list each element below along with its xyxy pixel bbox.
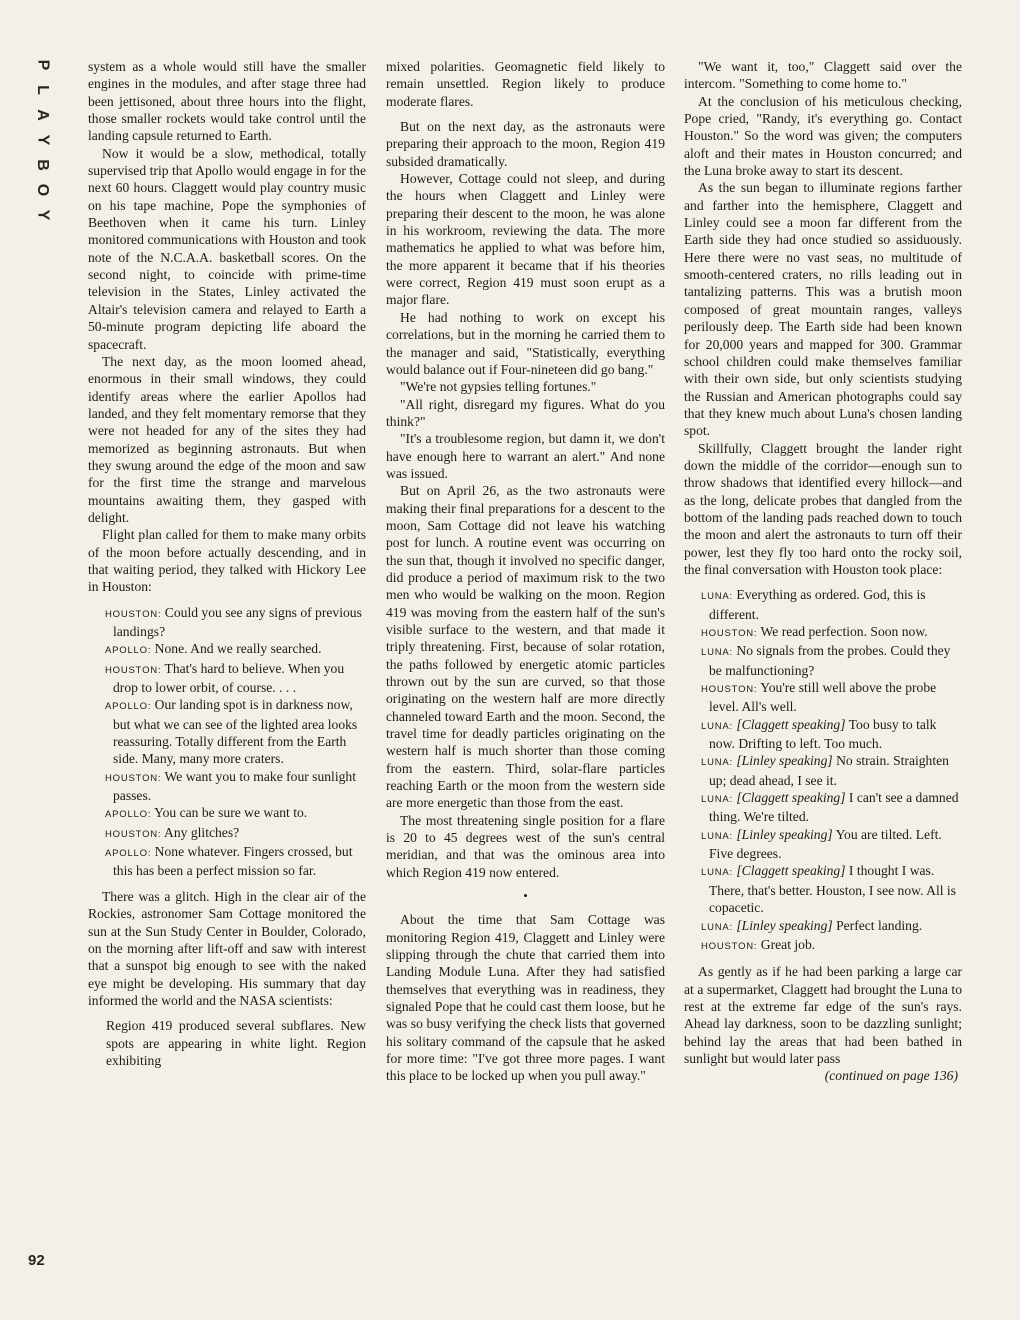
continued-note[interactable]: (continued on page 136) bbox=[824, 1068, 958, 1084]
speaker-label: APOLLO: bbox=[105, 809, 152, 821]
speaker-label: HOUSTON: bbox=[105, 608, 162, 620]
dialogue-text: None whatever. Fingers crossed, but this has been a perfect mission so far. bbox=[113, 844, 353, 879]
speaker-label: HOUSTON: bbox=[701, 940, 758, 952]
dialogue-text: Too busy to talk now. Drifting to left. Too much. bbox=[709, 716, 937, 752]
speaker-label: LUNA: bbox=[701, 720, 733, 732]
paragraph: But on the next day, as the astronauts were preparing their approach to the moon, Region 419 subsided dramatically. bbox=[386, 119, 665, 169]
paragraph: He had nothing to work on except his correlations, but in the morning he carried them to the manager and said, "Statistically, everything would balance out if Four-nineteen did go bang." bbox=[386, 309, 665, 377]
paragraph: As gently as if he had been parking a large car at a supermarket, Claggett had brought the Luna to rest at the extreme far edge of the sun's rays. Ahead lay darkness, soon to be dazzling sunlight; behind lay the areas that had been bathed in sunlight but would later pass bbox=[684, 964, 962, 1066]
paragraph: Skillfully, Claggett brought the lander right down the middle of the corridor—enough sun to throw shadows that identified every hillock—and as the long, delicate probes that dangled from the bottom of the landing pads reached down to touch the moon and alert the astronauts to turn off their power, lest they fly too hard onto the rocky soil, the final conversation with Houston took place: bbox=[684, 440, 962, 577]
dialogue-text: No signals from the probes. Could they be malfunctioning? bbox=[709, 643, 951, 678]
dialogue-line bbox=[701, 623, 962, 642]
speaker-label: HOUSTON: bbox=[105, 828, 162, 840]
dialogue-text: We read perfection. Soon now. bbox=[760, 624, 928, 639]
speaker-tag: [Linley speaking] bbox=[736, 753, 833, 769]
dialogue-line bbox=[701, 679, 962, 716]
speaker-label: HOUSTON: bbox=[105, 664, 162, 676]
dialogue-text: No strain. Straighten up; dead ahead, I see it. bbox=[709, 753, 949, 788]
speaker-tag: [Claggett speaking] bbox=[736, 716, 846, 732]
speaker-tag: [Claggett speaking] bbox=[736, 790, 846, 806]
magazine-letter: B bbox=[34, 159, 51, 171]
speaker-label: HOUSTON: bbox=[701, 628, 758, 639]
paragraph: At the conclusion of his meticulous checking, Pope cried, "Randy, it's everything go. Contact Houston." So the word was given; the computers aloft and their mates in Houston concurred; and the Luna broke away to start its descent. bbox=[684, 93, 962, 179]
speaker-label: LUNA: bbox=[701, 830, 733, 842]
magazine-letter: O bbox=[33, 183, 51, 197]
magazine-name-vertical bbox=[31, 56, 53, 224]
magazine-letter: A bbox=[34, 109, 51, 121]
paragraph: "We want it, too," Claggett said over the intercom. "Something to come home to." bbox=[684, 59, 962, 92]
dialogue-line bbox=[701, 917, 962, 936]
bulletin-quote: Region 419 produced several subflares. New spots are appearing in white light. Region exhibiting bbox=[106, 1018, 366, 1068]
dialogue-text: I thought I was. There, that's better. Houston, I see now. All is copacetic. bbox=[709, 863, 956, 916]
speaker-label: LUNA: bbox=[701, 591, 733, 603]
paragraph: However, Cottage could not sleep, and during the hours when Claggett and Linley were preparing their descent to the moon, he was alone in his workroom, reviewing the data. The more mathematics he applied to what was before him, the more apparent it became that if his theories were correct, Region 419 must soon erupt as a major flare. bbox=[386, 171, 665, 308]
paragraph: system as a whole would still have the smaller engines in the modules, and after stage three had been jettisoned, about three hours into the flight, those smaller rockets would take control until the landing capsule returned to Earth. bbox=[88, 59, 366, 144]
paragraph: Flight plan called for them to make many orbits of the moon before actually descending, and in that waiting period, they talked with Hickory Lee in Houston: bbox=[88, 527, 366, 595]
dialogue-line bbox=[701, 789, 962, 826]
speaker-label: HOUSTON: bbox=[701, 684, 758, 696]
speaker-label: APOLLO: bbox=[105, 701, 152, 713]
dialogue-text: You're still well above the probe level. All's well. bbox=[709, 680, 937, 715]
dialogue-block bbox=[105, 604, 366, 880]
dialogue-line bbox=[105, 604, 366, 641]
dialogue-text: We want you to make four sunlight passes. bbox=[113, 768, 356, 804]
dialogue-line bbox=[105, 804, 366, 823]
speaker-label: HOUSTON: bbox=[105, 772, 162, 784]
speaker-label: LUNA: bbox=[701, 921, 733, 933]
paragraph: "All right, disregard my figures. What do you think?" bbox=[386, 396, 665, 429]
dialogue-text: You can be sure we want to. bbox=[154, 805, 308, 821]
dialogue-line bbox=[701, 752, 962, 789]
paragraph: The most threatening single position for a flare is 20 to 45 degrees west of the sun's central meridian, and that was the ominous area into which Region 419 now entered. bbox=[386, 812, 665, 880]
dialogue-text: Our landing spot is in darkness now, but what we can see of the lighted area looks reassuring. Totally different from the Earth side. Many, many more craters. bbox=[113, 697, 358, 767]
speaker-label: LUNA: bbox=[701, 794, 733, 806]
column-3 bbox=[684, 58, 962, 1085]
dialogue-block bbox=[701, 586, 962, 955]
dialogue-text: Any glitches? bbox=[164, 824, 240, 840]
dialogue-text: That's hard to believe. When you drop to lower orbit, of course. . . . bbox=[113, 660, 345, 696]
magazine-letter: Y bbox=[33, 209, 51, 221]
dialogue-line bbox=[105, 640, 366, 659]
dialogue-line bbox=[701, 642, 962, 679]
paragraph: About the time that Sam Cottage was monitoring Region 419, Claggett and Linley were slipping through the chute that carried them into Landing Module Luna. After they had satisfied themselves that everything was in readiness, they signaled Pope that he could cast them loose, but he was so busy verifying the check lists that governed his solitary command of the capsule that he asked for more time: "I've got three more pages. I want this place to be locked up when you pull away." bbox=[386, 912, 665, 1084]
speaker-tag: [Claggett speaking] bbox=[736, 863, 846, 879]
dialogue-line bbox=[701, 586, 962, 623]
dialogue-line bbox=[105, 768, 366, 805]
paragraph: There was a glitch. High in the clear air of the Rockies, astronomer Sam Cottage monitored the sun at the Sun Study Center in Boulder, Colorado, on the morning after lift-off and saw with interest that a sunspot big enough to see with the naked eye might be developing. His summary that day informed the world and the NASA scientists: bbox=[88, 888, 366, 1008]
speaker-label: LUNA: bbox=[701, 757, 733, 769]
dialogue-text: I can't see a damned thing. We're tilted. bbox=[709, 790, 959, 825]
paragraph: "We're not gypsies telling fortunes." bbox=[400, 379, 597, 395]
speaker-label: APOLLO: bbox=[105, 645, 152, 657]
dialogue-line bbox=[701, 862, 962, 916]
speaker-label: LUNA: bbox=[701, 647, 733, 659]
speaker-label: APOLLO: bbox=[105, 848, 152, 860]
dialogue-text: Everything as ordered. God, this is different. bbox=[709, 587, 926, 622]
magazine-letter: L bbox=[34, 85, 51, 95]
paragraph: "It's a troublesome region, but damn it, we don't have enough here to warrant an alert." And none was issued. bbox=[386, 431, 665, 481]
speaker-label: LUNA: bbox=[701, 867, 733, 879]
dialogue-line bbox=[701, 826, 962, 863]
magazine-letter: Y bbox=[33, 134, 51, 146]
paragraph: As the sun began to illuminate regions farther and farther into the hemisphere, Claggett and Linley could see a moon far different from the Earth side they had once studied so assiduously. Here there were no vast seas, no multitude of smooth-centered craters, no rills leading out in tantalizing patterns. This was a brutish moon composed of great mountain ranges, valleys perilously deep. The Earth side had been known for 20,000 years and mapped for 300. Grammar school children could make themselves familiar with their own side, but only scientists studying the Russian and American photographs could say that they knew much about Luna's chosen landing spot. bbox=[684, 180, 962, 439]
dialogue-text: You are tilted. Left. Five degrees. bbox=[709, 826, 942, 862]
dialogue-line bbox=[105, 824, 366, 843]
dialogue-line bbox=[701, 936, 962, 955]
dialogue-text: None. And we really searched. bbox=[154, 641, 322, 657]
magazine-letter: P bbox=[33, 59, 51, 71]
dialogue-text: Perfect landing. bbox=[836, 917, 923, 933]
column-1 bbox=[88, 58, 366, 1069]
paragraph: The next day, as the moon loomed ahead, enormous in their small windows, they could identify areas where the earlier Apollos had landed, and they felt momentary remorse that they were not headed for any of the sites they had memorized as beginning astronauts. But when they swung around the edge of the moon and saw for the first time the strange and marvelous mountains awaiting them, they gasped with delight. bbox=[88, 353, 366, 525]
speaker-tag: [Linley speaking] bbox=[736, 917, 833, 933]
dialogue-line bbox=[701, 716, 962, 753]
dialogue-line bbox=[105, 660, 366, 697]
column-2 bbox=[386, 58, 665, 1085]
paragraph: But on April 26, as the two astronauts were making their final preparations for a descent to the moon, Sam Cottage did not leave his watching post for lunch. A routine event was occurring on the sun that, though it involved no specific danger, did produce a period of maximum risk to the two men who would be walking on the moon. Region 419 was moving from the eastern half of the sun's visible surface to the western, and that made it triply threatening. First, because of solar rotation, the paths followed by energetic atomic particles thrown out by the sun are curved, so that those originating on the western half are more directly channeled toward Earth and the moon. Second, the travel time for deadly particles originating on the western half is much shorter than those coming from the eastern. Third, solar-flare particles reaching Earth or the moon from the western side are more energetic than those from the east. bbox=[386, 483, 665, 811]
bulletin-quote-continued: mixed polarities. Geomagnetic field likely to remain unsettled. Region likely to produce moderate flares. bbox=[386, 59, 665, 109]
dialogue-line bbox=[105, 696, 366, 767]
paragraph: Now it would be a slow, methodical, totally supervised trip that Apollo would engage in for the next 60 hours. Claggett would play country music on his tape machine, Pope the symphonies of Beethoven when it came his turn. Linley monitored communications with Houston and took note of the N.C.A.A. basketball scores. On the second night, to coincide with prime-time television in the States, Linley activated the Altair's television camera and relayed to Earth a 50-minute program depicting life aboard the spacecraft. bbox=[88, 145, 366, 352]
dialogue-line bbox=[105, 843, 366, 880]
dialogue-text: Great job. bbox=[760, 936, 816, 952]
section-separator: • bbox=[523, 888, 528, 904]
speaker-tag: [Linley speaking] bbox=[736, 826, 833, 842]
page-number: 92 bbox=[28, 1252, 45, 1269]
dialogue-text: Could you see any signs of previous landings? bbox=[113, 604, 362, 639]
